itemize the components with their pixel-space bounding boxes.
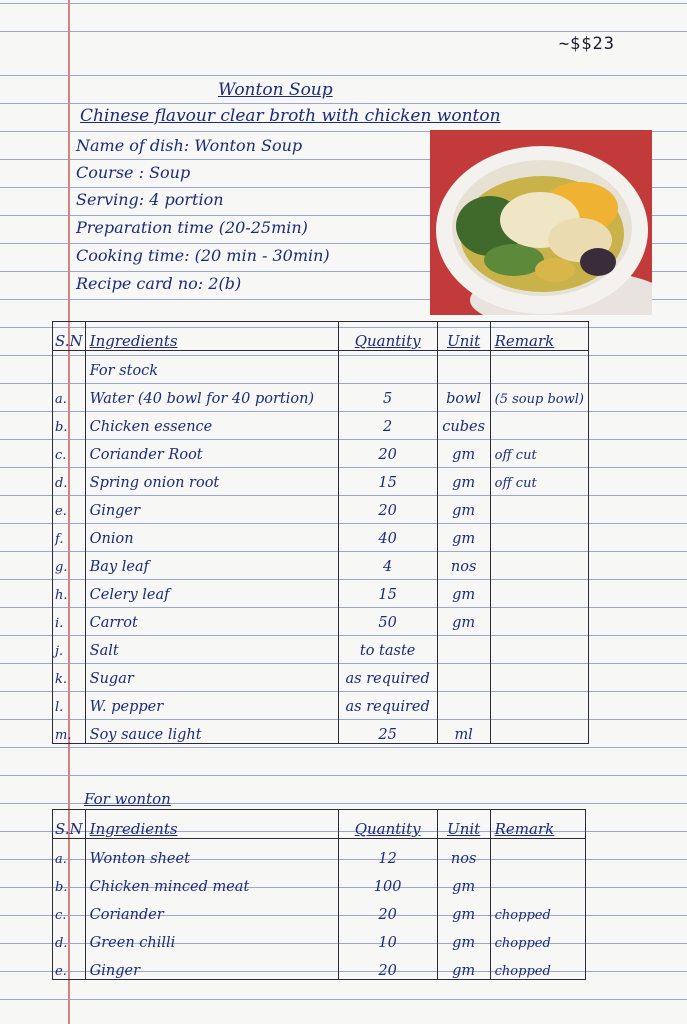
row-remark <box>490 575 588 603</box>
info-recipe-card: Recipe card no: 2(b) <box>76 274 242 293</box>
header-unit: Unit <box>437 322 490 351</box>
row-sn: b. <box>53 407 86 435</box>
table-row <box>53 379 589 407</box>
table-row <box>53 519 589 547</box>
row-sn: a. <box>53 379 86 407</box>
row-remark <box>490 407 588 435</box>
table-row <box>53 463 589 491</box>
row-sn: e. <box>53 951 86 980</box>
row-ingredient: Ginger <box>85 951 338 980</box>
row-quantity: 10 <box>338 923 437 951</box>
table-row <box>53 839 586 868</box>
row-sn: g. <box>53 547 86 575</box>
row-unit: gm <box>437 519 490 547</box>
table-row <box>53 435 589 463</box>
page-number: ~$$23 <box>558 34 615 54</box>
row-quantity: 50 <box>338 603 437 631</box>
row-unit: nos <box>437 547 490 575</box>
info-dish-name: Name of dish: Wonton Soup <box>76 136 303 155</box>
row-quantity: 2 <box>338 407 437 435</box>
header-quantity: Quantity <box>338 322 437 351</box>
row-unit: bowl <box>437 379 490 407</box>
table-row <box>53 715 589 744</box>
row-quantity: 4 <box>338 547 437 575</box>
row-remark: chopped <box>490 923 585 951</box>
row-quantity: 100 <box>338 867 437 895</box>
row-unit <box>437 659 490 687</box>
row-remark <box>490 659 588 687</box>
row-sn: c. <box>53 895 86 923</box>
table-row <box>53 407 589 435</box>
info-prep-time: Preparation time (20-25min) <box>76 218 308 237</box>
row-quantity: 12 <box>338 839 437 868</box>
wonton-ingredients-table <box>52 809 586 980</box>
row-unit: gm <box>437 463 490 491</box>
row-sn: c. <box>53 435 86 463</box>
header-ingredients: Ingredients <box>85 810 338 839</box>
row-remark <box>490 519 588 547</box>
row-unit: gm <box>437 575 490 603</box>
row-quantity: 20 <box>338 435 437 463</box>
recipe-subtitle: Chinese flavour clear broth with chicken wonton <box>80 106 501 126</box>
header-quantity: Quantity <box>338 810 437 839</box>
row-unit: ml <box>437 715 490 744</box>
row-sn: f. <box>53 519 86 547</box>
row-ingredient: Coriander Root <box>85 435 338 463</box>
row-unit: gm <box>437 603 490 631</box>
row-sn: d. <box>53 923 86 951</box>
row-remark: (5 soup bowl) <box>490 379 588 407</box>
row-quantity: 25 <box>338 715 437 744</box>
row-sn: i. <box>53 603 86 631</box>
section-label-stock: For stock <box>85 351 338 380</box>
row-sn: m. <box>53 715 86 744</box>
info-cooking-time: Cooking time: (20 min - 30min) <box>76 246 330 265</box>
row-remark: chopped <box>490 951 585 980</box>
table-row <box>53 575 589 603</box>
row-remark: off cut <box>490 435 588 463</box>
header-ingredients: Ingredients <box>85 322 338 351</box>
table-row <box>53 923 586 951</box>
row-sn: h. <box>53 575 86 603</box>
row-unit: gm <box>437 867 490 895</box>
row-quantity: 20 <box>338 491 437 519</box>
row-ingredient: Salt <box>85 631 338 659</box>
header-sn: S.N <box>53 810 86 839</box>
row-ingredient: Ginger <box>85 491 338 519</box>
row-unit: gm <box>437 951 490 980</box>
wonton-soup-photo <box>430 130 652 315</box>
row-quantity: 20 <box>338 895 437 923</box>
table-header-row <box>53 322 589 351</box>
table-row <box>53 687 589 715</box>
row-ingredient: Onion <box>85 519 338 547</box>
row-ingredient: Green chilli <box>85 923 338 951</box>
row-sn: j. <box>53 631 86 659</box>
row-remark <box>490 687 588 715</box>
row-remark <box>490 715 588 744</box>
row-remark: chopped <box>490 895 585 923</box>
table-row <box>53 867 586 895</box>
row-ingredient: Spring onion root <box>85 463 338 491</box>
row-ingredient: Wonton sheet <box>85 839 338 868</box>
row-unit: gm <box>437 923 490 951</box>
table-row <box>53 547 589 575</box>
stock-ingredients-table <box>52 321 589 744</box>
row-ingredient: Celery leaf <box>85 575 338 603</box>
row-unit: gm <box>437 435 490 463</box>
row-unit <box>437 687 490 715</box>
section-label-wonton: For wonton <box>84 790 171 808</box>
row-unit: gm <box>437 895 490 923</box>
info-serving: Serving: 4 portion <box>76 190 224 209</box>
row-ingredient: Chicken essence <box>85 407 338 435</box>
row-unit: gm <box>437 491 490 519</box>
row-ingredient: Water (40 bowl for 40 portion) <box>85 379 338 407</box>
row-remark <box>490 547 588 575</box>
table-row <box>53 951 586 980</box>
recipe-title: Wonton Soup <box>218 80 333 100</box>
row-remark <box>490 867 585 895</box>
row-remark <box>490 839 585 868</box>
row-sn: a. <box>53 839 86 868</box>
row-remark <box>490 631 588 659</box>
row-unit: cubes <box>437 407 490 435</box>
header-unit: Unit <box>437 810 490 839</box>
row-quantity: 40 <box>338 519 437 547</box>
row-sn: e. <box>53 491 86 519</box>
row-sn: b. <box>53 867 86 895</box>
row-unit <box>437 631 490 659</box>
table-row <box>53 895 586 923</box>
row-ingredient: Coriander <box>85 895 338 923</box>
table-row <box>53 603 589 631</box>
row-quantity: as required <box>338 659 437 687</box>
header-sn: S.N <box>53 322 86 351</box>
row-sn: l. <box>53 687 86 715</box>
table-row <box>53 659 589 687</box>
table-header-row <box>53 810 586 839</box>
row-ingredient: Carrot <box>85 603 338 631</box>
row-sn: d. <box>53 463 86 491</box>
row-ingredient: Chicken minced meat <box>85 867 338 895</box>
table-row <box>53 631 589 659</box>
row-remark <box>490 603 588 631</box>
section-row <box>53 351 589 380</box>
row-remark <box>490 491 588 519</box>
header-remark: Remark <box>490 322 588 351</box>
row-ingredient: Soy sauce light <box>85 715 338 744</box>
table-row <box>53 491 589 519</box>
row-quantity: 5 <box>338 379 437 407</box>
row-ingredient: Sugar <box>85 659 338 687</box>
row-quantity: 15 <box>338 463 437 491</box>
row-quantity: 15 <box>338 575 437 603</box>
row-quantity: as required <box>338 687 437 715</box>
row-unit: nos <box>437 839 490 868</box>
row-remark: off cut <box>490 463 588 491</box>
header-remark: Remark <box>490 810 585 839</box>
row-sn: k. <box>53 659 86 687</box>
info-course: Course : Soup <box>76 163 191 182</box>
row-ingredient: Bay leaf <box>85 547 338 575</box>
row-ingredient: W. pepper <box>85 687 338 715</box>
row-quantity: 20 <box>338 951 437 980</box>
row-quantity: to taste <box>338 631 437 659</box>
